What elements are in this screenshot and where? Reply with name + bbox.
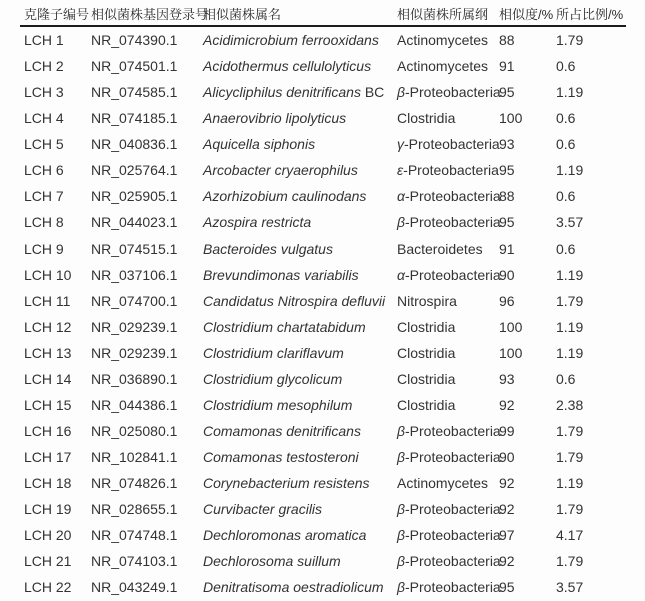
clone-id-cell: LCH 9 xyxy=(24,240,64,257)
similarity-cell: 92 xyxy=(499,475,515,492)
class-cell xyxy=(397,84,499,100)
class-roman-part: Actinomycetes xyxy=(397,475,489,492)
proportion-cell: 1.19 xyxy=(556,475,584,492)
clone-id-cell: LCH 7 xyxy=(24,188,64,205)
class-roman-part: Bacteroidetes xyxy=(397,240,483,257)
header-clone-id: 克隆子编号 xyxy=(24,7,90,22)
proportion-cell: 2.38 xyxy=(556,396,584,413)
accession-cell: NR_102841.1 xyxy=(91,449,178,466)
similarity-cell: 90 xyxy=(499,449,515,466)
clone-id-cell: LCH 8 xyxy=(24,214,64,231)
header-accession: 相似菌株基因登录号 xyxy=(91,7,209,22)
proportion-cell: 3.57 xyxy=(556,579,584,596)
species-italic-part: Arcobacter cryaerophilus xyxy=(203,162,358,179)
species-cell xyxy=(203,345,397,361)
accession-cell: NR_029239.1 xyxy=(91,318,178,335)
accession-cell: NR_074748.1 xyxy=(91,527,178,544)
class-roman-part: -Proteobacteria xyxy=(405,214,501,231)
accession-cell: NR_037106.1 xyxy=(91,266,178,283)
class-cell xyxy=(397,188,499,204)
proportion-cell: 0.6 xyxy=(556,136,576,153)
header-similarity: 相似度/% xyxy=(499,7,554,22)
accession-cell: NR_043249.1 xyxy=(91,579,178,596)
clone-id-cell: LCH 15 xyxy=(24,396,72,413)
similarity-cell: 100 xyxy=(499,344,523,361)
table-row xyxy=(24,79,631,105)
species-italic-part: Aquicella siphonis xyxy=(203,136,316,153)
class-roman-part: Clostridia xyxy=(397,110,456,127)
table-header-row xyxy=(24,0,631,27)
class-greek-part: β xyxy=(397,449,405,466)
table-row xyxy=(24,574,631,600)
species-italic-part: Brevundimonas variabilis xyxy=(203,266,359,283)
table-body xyxy=(24,27,631,600)
clone-id-cell: LCH 5 xyxy=(24,136,64,153)
proportion-cell: 1.79 xyxy=(556,292,584,309)
class-cell xyxy=(397,345,499,361)
clone-library-table xyxy=(24,0,631,27)
accession-cell: NR_074390.1 xyxy=(91,32,178,49)
class-roman-part: -Proteobacteria xyxy=(404,188,501,205)
similarity-cell: 88 xyxy=(499,188,515,205)
class-roman-part: -Proteobacteria xyxy=(405,84,501,101)
table-row xyxy=(24,392,631,418)
accession-cell: NR_044023.1 xyxy=(91,214,178,231)
accession-cell: NR_074103.1 xyxy=(91,553,178,570)
class-greek-part: β xyxy=(397,422,405,439)
species-cell xyxy=(203,214,397,230)
class-roman-part: Actinomycetes xyxy=(397,32,489,49)
species-cell xyxy=(203,188,397,204)
species-italic-part: Azospira restricta xyxy=(203,214,312,231)
species-cell xyxy=(203,241,397,257)
table-row xyxy=(24,262,631,288)
species-cell xyxy=(203,267,397,283)
class-roman-part: -Proteobacteria xyxy=(405,553,501,570)
similarity-cell: 92 xyxy=(499,396,515,413)
class-cell xyxy=(397,423,499,439)
species-cell xyxy=(203,527,397,543)
similarity-cell: 91 xyxy=(499,240,515,257)
similarity-cell: 88 xyxy=(499,32,515,49)
proportion-cell: 1.19 xyxy=(556,344,584,361)
class-cell xyxy=(397,136,499,152)
class-greek-part: β xyxy=(397,579,405,596)
accession-cell: NR_074585.1 xyxy=(91,84,178,101)
class-cell xyxy=(397,32,499,48)
table-row xyxy=(24,548,631,574)
species-italic-part: Denitratisoma oestradiolicum xyxy=(203,579,384,596)
species-cell xyxy=(203,579,397,595)
accession-cell: NR_040836.1 xyxy=(91,136,178,153)
table-row xyxy=(24,157,631,183)
species-cell xyxy=(203,371,397,387)
species-cell xyxy=(203,501,397,517)
clone-id-cell: LCH 21 xyxy=(24,553,72,570)
class-roman-part: -Proteobacteria xyxy=(405,501,501,518)
clone-id-cell: LCH 4 xyxy=(24,110,64,127)
proportion-cell: 0.6 xyxy=(556,370,576,387)
table-row xyxy=(24,209,631,235)
class-roman-part: -Proteobacteria xyxy=(405,422,501,439)
species-italic-part: Dechlorosoma suillum xyxy=(203,553,341,570)
class-roman-part: -Proteobacteria xyxy=(404,136,500,153)
table-row xyxy=(24,53,631,79)
class-greek-part: β xyxy=(397,553,405,570)
clone-id-cell: LCH 16 xyxy=(24,422,72,439)
similarity-cell: 92 xyxy=(499,553,515,570)
table-row xyxy=(24,496,631,522)
species-cell xyxy=(203,110,397,126)
species-cell xyxy=(203,397,397,413)
species-cell xyxy=(203,319,397,335)
accession-cell: NR_029239.1 xyxy=(91,344,178,361)
class-cell xyxy=(397,267,499,283)
species-roman-part: BC xyxy=(360,84,385,101)
clone-id-cell: LCH 14 xyxy=(24,370,72,387)
similarity-cell: 90 xyxy=(499,266,515,283)
species-italic-part: Bacteroides vulgatus xyxy=(203,240,333,257)
class-roman-part: Clostridia xyxy=(397,370,456,387)
proportion-cell: 4.17 xyxy=(556,527,584,544)
class-roman-part: Nitrospira xyxy=(397,292,457,309)
header-species: 相似菌株属名 xyxy=(203,7,282,22)
class-cell xyxy=(397,371,499,387)
class-greek-part: ε xyxy=(397,162,404,179)
species-cell xyxy=(203,423,397,439)
accession-cell: NR_025080.1 xyxy=(91,422,178,439)
accession-cell: NR_044386.1 xyxy=(91,396,178,413)
table-row xyxy=(24,340,631,366)
table-row xyxy=(24,522,631,548)
clone-id-cell: LCH 11 xyxy=(24,292,71,309)
class-cell xyxy=(397,214,499,230)
class-cell xyxy=(397,449,499,465)
proportion-cell: 1.19 xyxy=(556,318,584,335)
class-roman-part: -Proteobacteria xyxy=(404,266,501,283)
species-italic-part: Dechloromonas aromatica xyxy=(203,527,367,544)
class-greek-part: α xyxy=(397,188,405,205)
class-cell xyxy=(397,553,499,569)
clone-id-cell: LCH 1 xyxy=(24,32,64,49)
species-italic-part: Alicycliphilus denitrificans xyxy=(203,84,361,101)
class-roman-part: Clostridia xyxy=(397,318,456,335)
class-roman-part: Clostridia xyxy=(397,396,456,413)
species-cell xyxy=(203,475,397,491)
class-roman-part: Clostridia xyxy=(397,344,456,361)
species-cell xyxy=(203,293,397,309)
table-row xyxy=(24,314,631,340)
class-cell xyxy=(397,110,499,126)
header-proportion: 所占比例/% xyxy=(556,7,624,22)
class-cell xyxy=(397,501,499,517)
class-cell xyxy=(397,397,499,413)
clone-id-cell: LCH 10 xyxy=(24,266,72,283)
similarity-cell: 99 xyxy=(499,422,515,439)
table-row xyxy=(24,470,631,496)
similarity-cell: 95 xyxy=(499,84,515,101)
species-italic-part: Clostridium clariflavum xyxy=(203,344,344,361)
header-class: 相似菌株所属纲 xyxy=(397,7,489,22)
similarity-cell: 100 xyxy=(499,110,523,127)
clone-id-cell: LCH 18 xyxy=(24,475,72,492)
species-cell xyxy=(203,58,397,74)
proportion-cell: 1.19 xyxy=(556,84,584,101)
class-greek-part: β xyxy=(397,501,405,518)
clone-id-cell: LCH 19 xyxy=(24,501,72,518)
class-cell xyxy=(397,241,499,257)
proportion-cell: 1.79 xyxy=(556,553,584,570)
species-cell xyxy=(203,84,397,100)
class-greek-part: α xyxy=(397,266,405,283)
class-cell xyxy=(397,475,499,491)
species-italic-part: Azorhizobium caulinodans xyxy=(203,188,367,205)
table-row xyxy=(24,236,631,262)
accession-cell: NR_036890.1 xyxy=(91,370,178,387)
proportion-cell: 0.6 xyxy=(556,240,576,257)
accession-cell: NR_025905.1 xyxy=(91,188,178,205)
similarity-cell: 93 xyxy=(499,136,515,153)
accession-cell: NR_074515.1 xyxy=(91,240,178,257)
class-greek-part: β xyxy=(397,214,405,231)
species-italic-part: Candidatus Nitrospira defluvii xyxy=(203,292,386,309)
clone-id-cell: LCH 22 xyxy=(24,579,72,596)
species-italic-part: Curvibacter gracilis xyxy=(203,501,323,518)
similarity-cell: 100 xyxy=(499,318,523,335)
table-row xyxy=(24,288,631,314)
species-italic-part: Acidimicrobium ferrooxidans xyxy=(203,32,379,49)
table-row xyxy=(24,444,631,470)
similarity-cell: 93 xyxy=(499,370,515,387)
similarity-cell: 91 xyxy=(499,58,515,75)
species-cell xyxy=(203,136,397,152)
clone-id-cell: LCH 13 xyxy=(24,344,72,361)
species-cell xyxy=(203,553,397,569)
accession-cell: NR_074185.1 xyxy=(91,110,178,127)
table-row xyxy=(24,418,631,444)
class-roman-part: -Proteobacteria xyxy=(405,527,501,544)
proportion-cell: 0.6 xyxy=(556,110,576,127)
table-row xyxy=(24,27,631,53)
proportion-cell: 1.79 xyxy=(556,422,584,439)
accession-cell: NR_074826.1 xyxy=(91,475,178,492)
species-cell xyxy=(203,449,397,465)
species-cell xyxy=(203,32,397,48)
clone-id-cell: LCH 20 xyxy=(24,527,72,544)
class-greek-part: β xyxy=(397,84,405,101)
similarity-cell: 95 xyxy=(499,579,515,596)
species-italic-part: Clostridium mesophilum xyxy=(203,396,353,413)
proportion-cell: 1.79 xyxy=(556,32,584,49)
species-cell xyxy=(203,162,397,178)
class-roman-part: -Proteobacteria xyxy=(403,162,499,179)
table-row xyxy=(24,131,631,157)
class-cell xyxy=(397,527,499,543)
proportion-cell: 0.6 xyxy=(556,188,576,205)
species-italic-part: Acidothermus cellulolyticus xyxy=(203,58,372,75)
proportion-cell: 3.57 xyxy=(556,214,584,231)
table-row xyxy=(24,366,631,392)
similarity-cell: 95 xyxy=(499,162,515,179)
class-greek-part: β xyxy=(397,527,405,544)
species-italic-part: Clostridium glycolicum xyxy=(203,370,343,387)
class-greek-part: γ xyxy=(397,136,404,153)
clone-id-cell: LCH 6 xyxy=(24,162,64,179)
species-italic-part: Comamonas testosteroni xyxy=(203,449,359,466)
accession-cell: NR_028655.1 xyxy=(91,501,178,518)
clone-id-cell: LCH 2 xyxy=(24,58,64,75)
proportion-cell: 0.6 xyxy=(556,58,576,75)
class-cell xyxy=(397,293,499,309)
class-cell xyxy=(397,319,499,335)
class-roman-part: Actinomycetes xyxy=(397,58,489,75)
species-italic-part: Clostridium chartatabidum xyxy=(203,318,366,335)
clone-id-cell: LCH 17 xyxy=(24,449,72,466)
species-italic-part: Comamonas denitrificans xyxy=(203,422,361,439)
class-roman-part: -Proteobacteria xyxy=(405,579,501,596)
similarity-cell: 97 xyxy=(499,527,515,544)
species-italic-part: Corynebacterium resistens xyxy=(203,475,370,492)
clone-id-cell: LCH 12 xyxy=(24,318,72,335)
accession-cell: NR_074501.1 xyxy=(91,58,178,75)
class-cell xyxy=(397,58,499,74)
table-row xyxy=(24,183,631,209)
table-row xyxy=(24,105,631,131)
accession-cell: NR_025764.1 xyxy=(91,162,178,179)
proportion-cell: 1.79 xyxy=(556,501,584,518)
similarity-cell: 92 xyxy=(499,501,515,518)
similarity-cell: 95 xyxy=(499,214,515,231)
proportion-cell: 1.19 xyxy=(556,266,584,283)
accession-cell: NR_074700.1 xyxy=(91,292,178,309)
species-italic-part: Anaerovibrio lipolyticus xyxy=(203,110,347,127)
class-cell xyxy=(397,162,499,178)
class-cell xyxy=(397,579,499,595)
similarity-cell: 96 xyxy=(499,292,515,309)
proportion-cell: 1.19 xyxy=(556,162,584,179)
clone-id-cell: LCH 3 xyxy=(24,84,64,101)
class-roman-part: -Proteobacteria xyxy=(405,449,501,466)
proportion-cell: 1.79 xyxy=(556,449,584,466)
